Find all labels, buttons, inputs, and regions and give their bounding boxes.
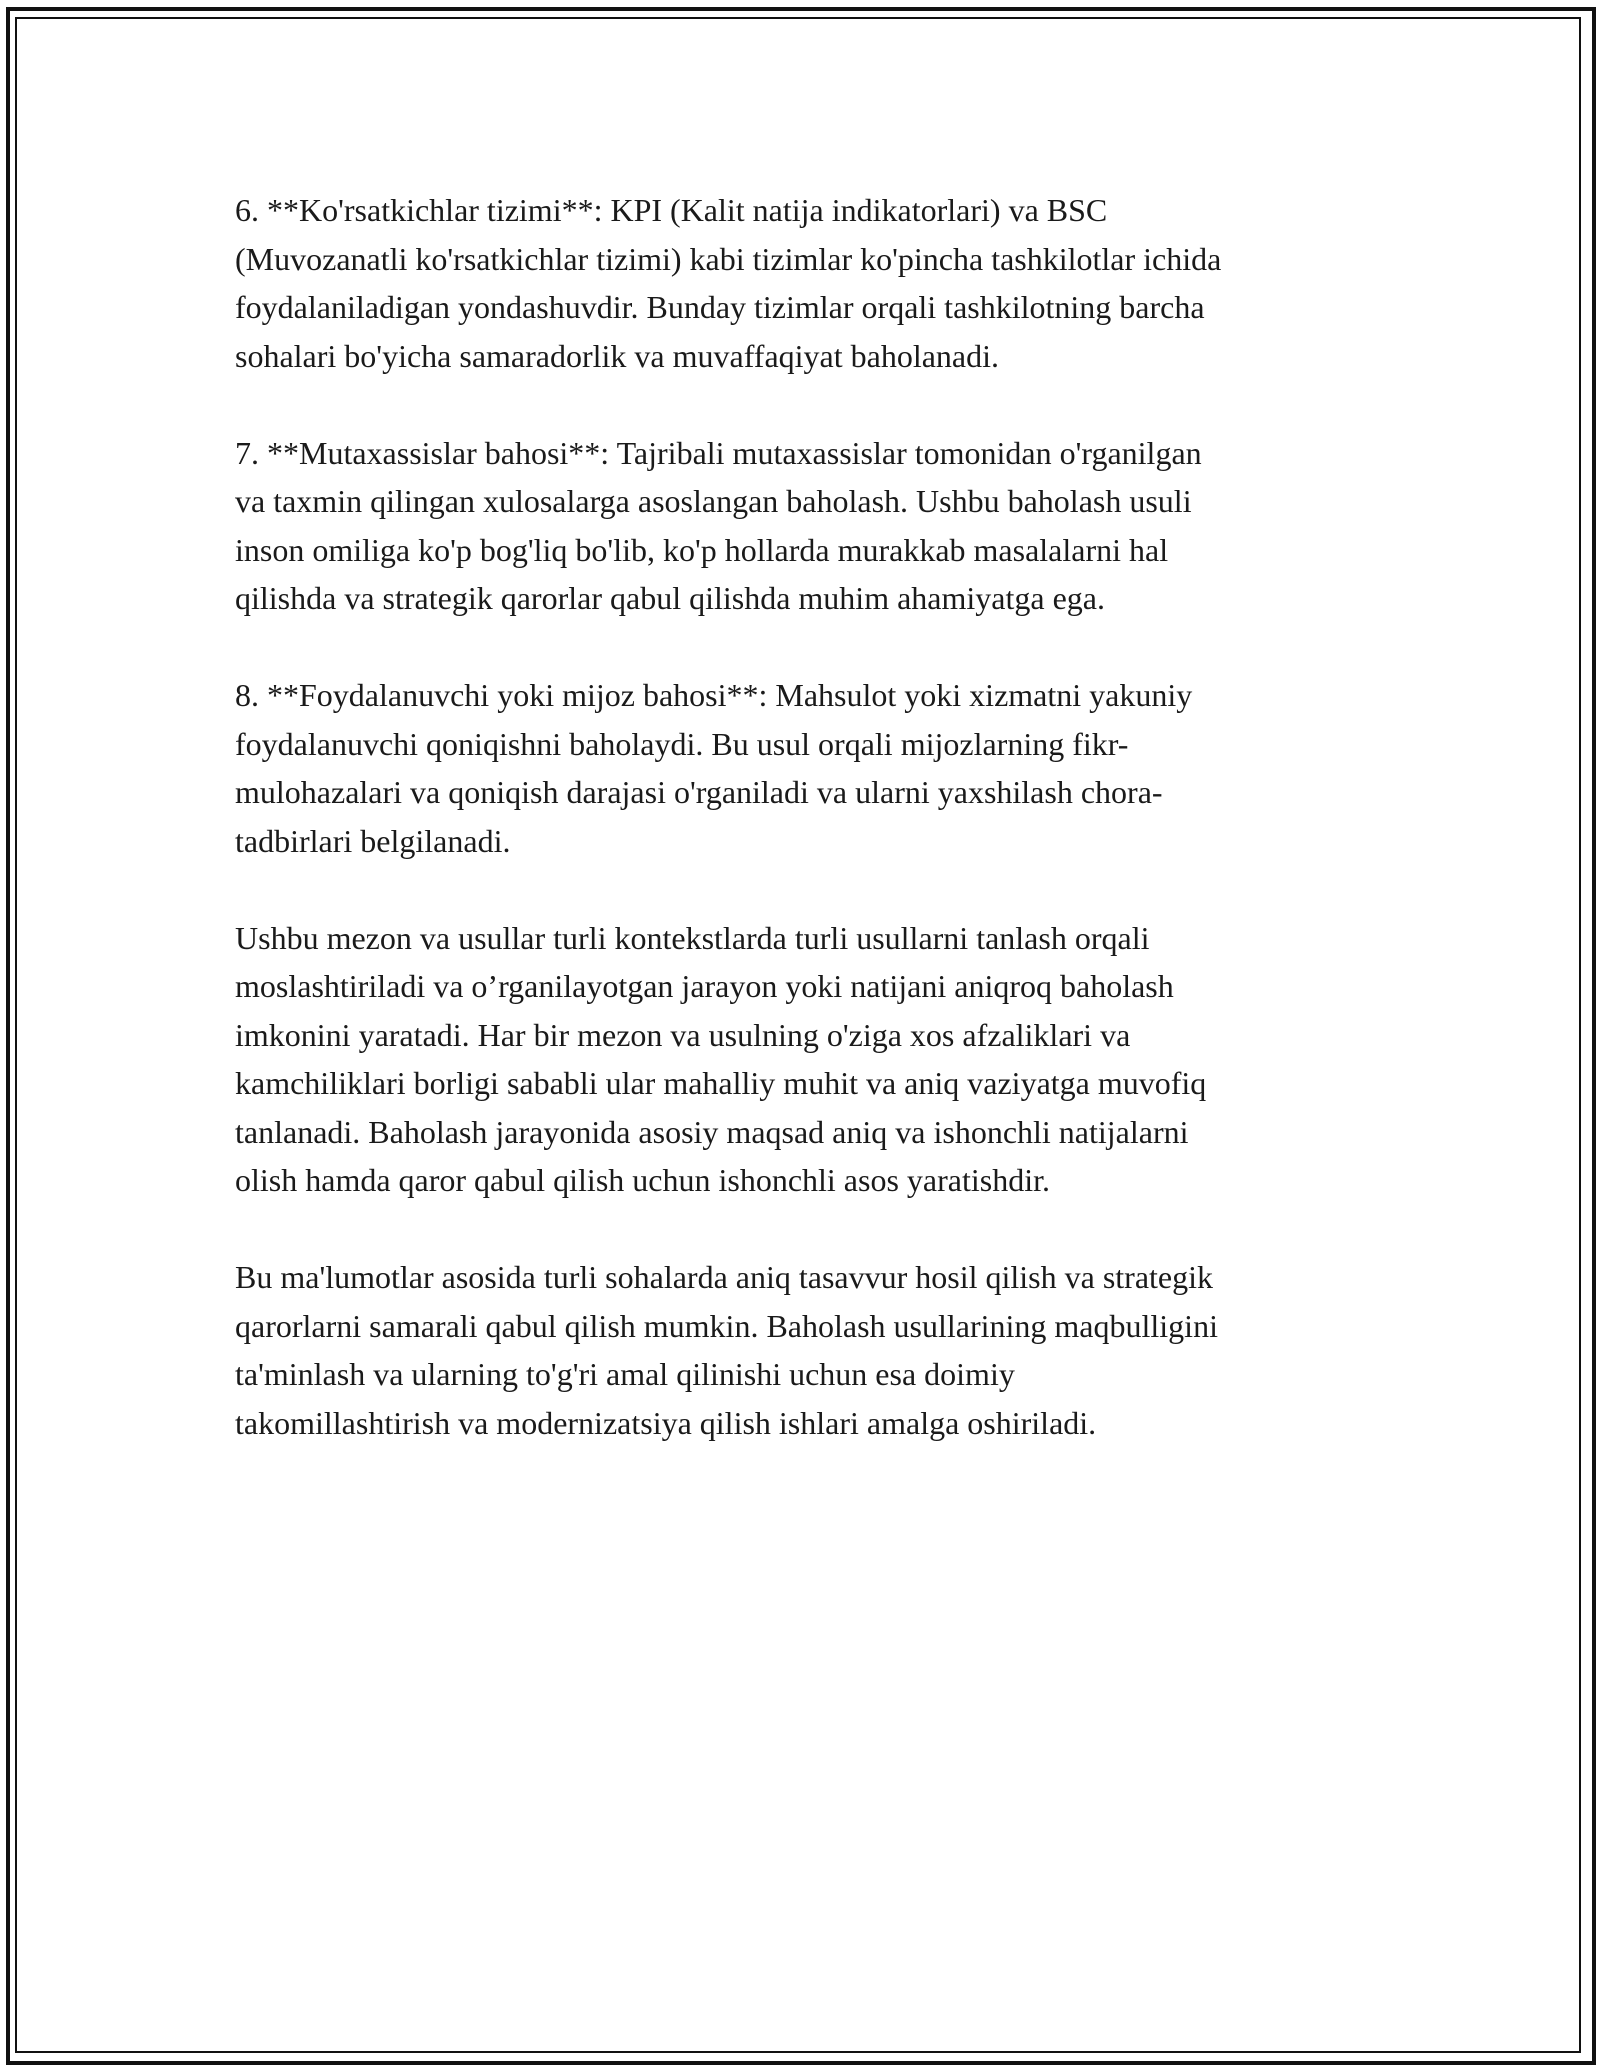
text-line: moslashtiriladi va o’rganilayotgan jarayon yoki natijani aniqroq baholash bbox=[235, 968, 1174, 1004]
text-line: (Muvozanatli ko'rsatkichlar tizimi) kabi tizimlar ko'pincha tashkilotlar ichida bbox=[235, 240, 1222, 277]
text-line: Bu ma'lumotlar asosida turli sohalarda aniq tasavvur hosil qilish va strategik bbox=[235, 1259, 1214, 1295]
text-line: Ushbu mezon va usullar turli kontekstlarda turli usullarni tanlash orqali bbox=[235, 919, 1150, 956]
text-line: tadbirlari belgilanadi. bbox=[235, 822, 511, 859]
text-line: inson omiliga ko'p bog'liq bo'lib, ko'p hollarda murakkab masalalarni hal bbox=[235, 531, 1169, 568]
text-line: takomillashtirish va modernizatsiya qilish ishlari amalga oshiriladi. bbox=[235, 1404, 1097, 1441]
text-line: mulohazalari va qoniqish darajasi o'rganiladi va ularni yaxshilash chora- bbox=[235, 774, 1163, 810]
paragraph-customer-assessment bbox=[235, 671, 1375, 865]
paragraph-conclusion bbox=[235, 1253, 1375, 1447]
text-line: ta'minlash va ularning to'g'ri amal qilinishi uchun esa doimiy bbox=[235, 1356, 1015, 1392]
paragraph-methods-summary bbox=[235, 914, 1375, 1205]
text-line: 7. **Mutaxassislar bahosi**: Tajribali mutaxassislar tomonidan o'rganilgan bbox=[235, 434, 1202, 471]
text-line: kamchiliklari borligi sababli ular mahalliy muhit va aniq vaziyatga muvofiq bbox=[235, 1065, 1207, 1101]
text-line: va taxmin qilingan xulosalarga asoslangan baholash. Ushbu baholash usuli bbox=[235, 483, 1192, 519]
text-line: foydalanuvchi qoniqishni baholaydi. Bu usul orqali mijozlarning fikr- bbox=[235, 725, 1129, 762]
text-line: 8. **Foydalanuvchi yoki mijoz bahosi**: Mahsulot yoki xizmatni yakuniy bbox=[235, 677, 1193, 713]
text-line: olish hamda qaror qabul qilish uchun ishonchli asos yaratishdir. bbox=[235, 1162, 1050, 1198]
text-line: qilishda va strategik qarorlar qabul qilishda muhim ahamiyatga ega. bbox=[235, 580, 1105, 616]
text-line: imkonini yaratadi. Har bir mezon va usulning o'ziga xos afzaliklari va bbox=[235, 1016, 1131, 1053]
text-line: tanlanadi. Baholash jarayonida asosiy maqsad aniq va ishonchli natijalarni bbox=[235, 1113, 1189, 1150]
text-line: sohalari bo'yicha samaradorlik va muvaffaqiyat baholanadi. bbox=[235, 337, 1000, 374]
text-line: 6. **Ko'rsatkichlar tizimi**: KPI (Kalit natija indikatorlari) va BSC bbox=[235, 192, 1108, 228]
paragraph-expert-assessment bbox=[235, 429, 1375, 623]
document-body bbox=[235, 186, 1375, 1496]
text-line: qarorlarni samarali qabul qilish mumkin. Baholash usullarining maqbulligini bbox=[235, 1307, 1218, 1344]
paragraph-kpi-system bbox=[235, 186, 1375, 380]
text-line: foydalaniladigan yondashuvdir. Bunday tizimlar orqali tashkilotning barcha bbox=[235, 289, 1205, 325]
